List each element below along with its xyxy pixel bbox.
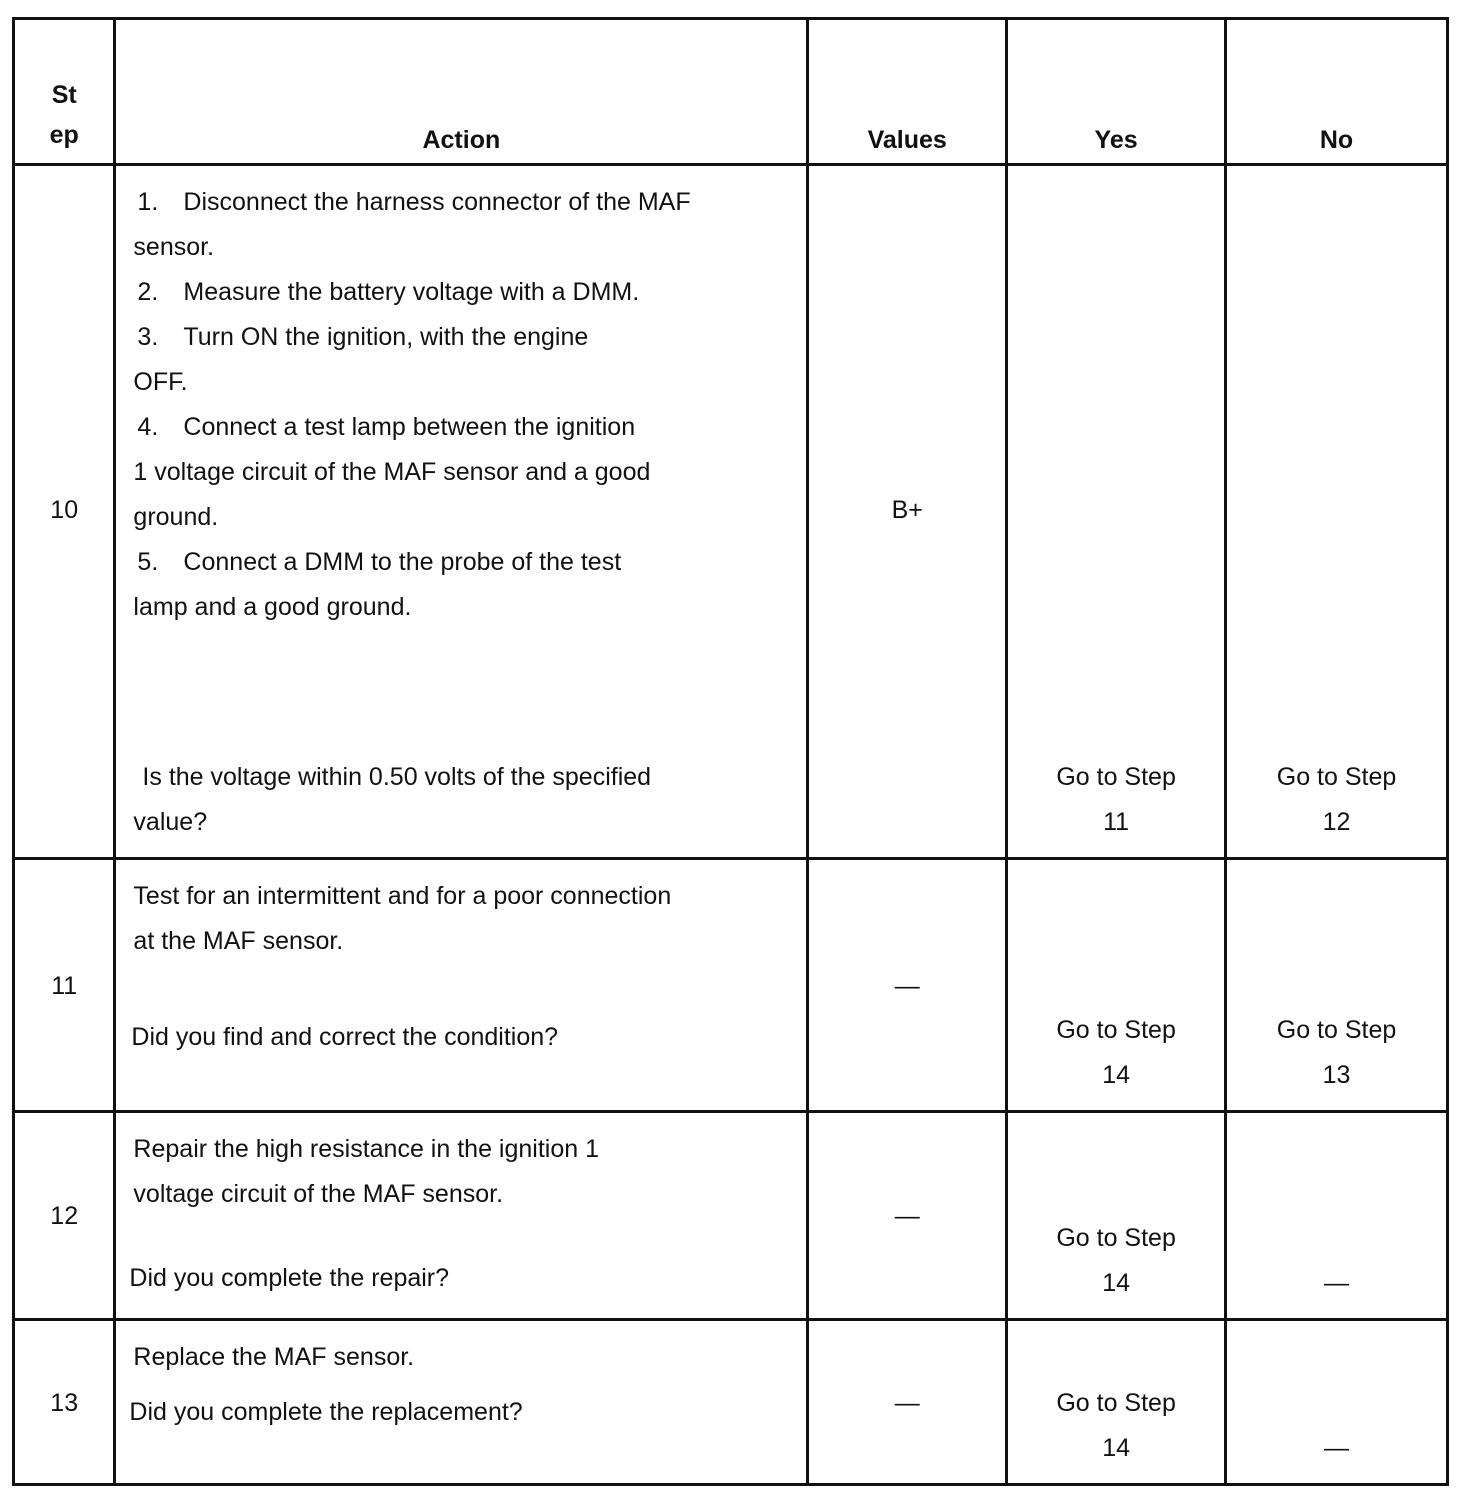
yes-cell: [1007, 165, 1226, 859]
action-cell: [115, 165, 808, 859]
no-cell: [1226, 859, 1448, 1112]
action-text: Repair the high resistance in the ignition 1 voltage circuit of the MAF sensor.: [133, 1135, 599, 1208]
no-goto: Go to Step 12: [1276, 763, 1397, 836]
list-item: 3. Turn ON the ignition, with the engine: [137, 323, 589, 351]
table-row-step-10: [14, 165, 1448, 859]
list-item: 1. Disconnect the harness connector of the MAF: [137, 188, 691, 216]
yes-goto: Go to Step 11: [1056, 763, 1176, 836]
yes-goto: Go to Step 14: [1056, 1389, 1176, 1462]
action-cell: [115, 1320, 808, 1485]
table-row-step-12: [14, 1112, 1448, 1320]
header-step-line1: St: [51, 81, 77, 109]
no-cell: [1226, 1320, 1448, 1485]
action-list: [133, 180, 786, 630]
step-cell: [14, 165, 115, 859]
list-item: 4. Connect a test lamp between the ignition: [137, 413, 636, 441]
header-values: Values: [808, 19, 1007, 165]
step-cell: [14, 859, 115, 1112]
list-item: 2. Measure the battery voltage with a DMM.: [137, 278, 640, 306]
table-row-step-13: [14, 1320, 1448, 1485]
no-text: —: [1324, 1434, 1350, 1462]
yes-cell: [1007, 1320, 1226, 1485]
header-step: [14, 19, 115, 165]
values-text: B+: [891, 496, 923, 524]
step-number: 10: [50, 496, 79, 524]
values-cell: [808, 165, 1007, 859]
values-text: —: [894, 1389, 920, 1417]
action-cell: [115, 1112, 808, 1320]
step-cell: [14, 1320, 115, 1485]
values-text: —: [894, 972, 920, 1000]
values-cell: [808, 1320, 1007, 1485]
no-goto: Go to Step 13: [1276, 1016, 1397, 1089]
list-item-cont: sensor.: [133, 233, 215, 261]
action-cell: [115, 859, 808, 1112]
step-cell: [14, 1112, 115, 1320]
step-number: 11: [51, 972, 78, 1000]
header-step-line2: ep: [49, 121, 79, 149]
question-text: Did you complete the replacement?: [129, 1398, 523, 1426]
yes-cell: [1007, 859, 1226, 1112]
list-item-cont: OFF.: [133, 368, 188, 396]
no-cell: [1226, 165, 1448, 859]
yes-goto: Go to Step 14: [1056, 1016, 1176, 1089]
yes-cell: [1007, 1112, 1226, 1320]
question-text: Did you complete the repair?: [129, 1264, 450, 1292]
list-item-cont: lamp and a good ground.: [133, 593, 412, 621]
values-cell: [808, 1112, 1007, 1320]
list-item-cont: 1 voltage circuit of the MAF sensor and a good ground.: [133, 458, 651, 531]
step-number: 12: [50, 1202, 79, 1230]
question-text: Did you find and correct the condition?: [131, 1023, 559, 1051]
step-number: 13: [50, 1389, 79, 1417]
table-row-step-11: [14, 859, 1448, 1112]
diagnostic-table: [12, 17, 1449, 1486]
no-cell: [1226, 1112, 1448, 1320]
no-text: —: [1324, 1269, 1350, 1297]
values-text: —: [894, 1202, 920, 1230]
action-text: Test for an intermittent and for a poor connection at the MAF sensor.: [133, 882, 672, 955]
values-cell: [808, 859, 1007, 1112]
yes-goto: Go to Step 14: [1056, 1224, 1176, 1297]
header-no: No: [1226, 19, 1448, 165]
header-row: [14, 19, 1448, 165]
header-yes: Yes: [1007, 19, 1226, 165]
question-text: Is the voltage within 0.50 volts of the specified value?: [133, 763, 652, 836]
list-item: 5. Connect a DMM to the probe of the test: [137, 548, 622, 576]
action-text: Replace the MAF sensor.: [133, 1343, 415, 1371]
header-action: Action: [115, 19, 808, 165]
